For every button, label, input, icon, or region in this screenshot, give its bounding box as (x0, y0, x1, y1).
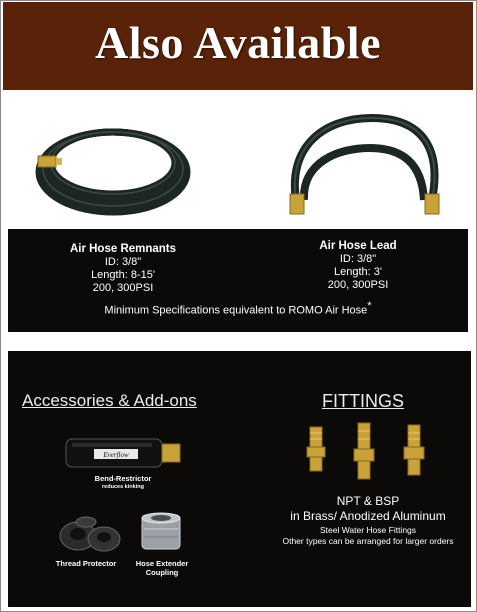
remnants-id: ID: 3/8" (104, 256, 142, 268)
fittings-line2: in Brass/ Anodized Aluminum (290, 509, 446, 523)
min-spec-mark: * (367, 300, 372, 312)
thread-protector-caption: Thread Protector (55, 559, 117, 568)
lead-length: Length: 3' (334, 266, 382, 278)
accessories-panel (8, 351, 471, 607)
bend-restrictor-brand: Everflow (103, 451, 129, 459)
fittings-line3: Steel Water Hose Fittings (319, 525, 417, 535)
banner (3, 2, 473, 90)
remnants-length: Length: 8-15' (91, 269, 155, 281)
fittings-image (296, 421, 436, 483)
hose-extender-label: Hose Extender (135, 559, 189, 568)
accessories-heading: Accessories & Add-ons (22, 391, 197, 410)
lead-spec (283, 240, 433, 292)
fittings-line1: NPT & BSP (336, 494, 400, 508)
remnants-spec (48, 243, 198, 295)
hose-extender-image (136, 509, 186, 555)
air-hose-lead-image (282, 108, 452, 218)
bend-restrictor-sub: reduces kinking (102, 484, 144, 490)
min-spec-text: Minimum Specifications equivalent to ROMO Air Hose (104, 304, 368, 317)
hose-extender-label2: Coupling (145, 568, 179, 577)
remnants-title: Air Hose Remnants (69, 243, 177, 255)
bend-restrictor-image (64, 435, 184, 471)
lead-title: Air Hose Lead (319, 240, 397, 252)
hose-extender-caption (126, 559, 198, 577)
bend-restrictor-caption (68, 474, 178, 492)
fittings-heading: FITTINGS (322, 391, 404, 411)
fittings-line4: Other types can be arranged for larger orders (282, 536, 454, 546)
remnants-psi: 200, 300PSI (92, 282, 154, 294)
bend-restrictor-label: Bend-Restrictor (94, 474, 152, 483)
thread-protector-image (56, 514, 126, 554)
banner-title: Also Available (94, 17, 381, 68)
lead-psi: 200, 300PSI (327, 279, 389, 291)
specs-panel (8, 229, 468, 332)
min-spec-note (8, 300, 468, 317)
air-hose-remnants-image (28, 112, 198, 222)
lead-id: ID: 3/8" (339, 253, 377, 265)
